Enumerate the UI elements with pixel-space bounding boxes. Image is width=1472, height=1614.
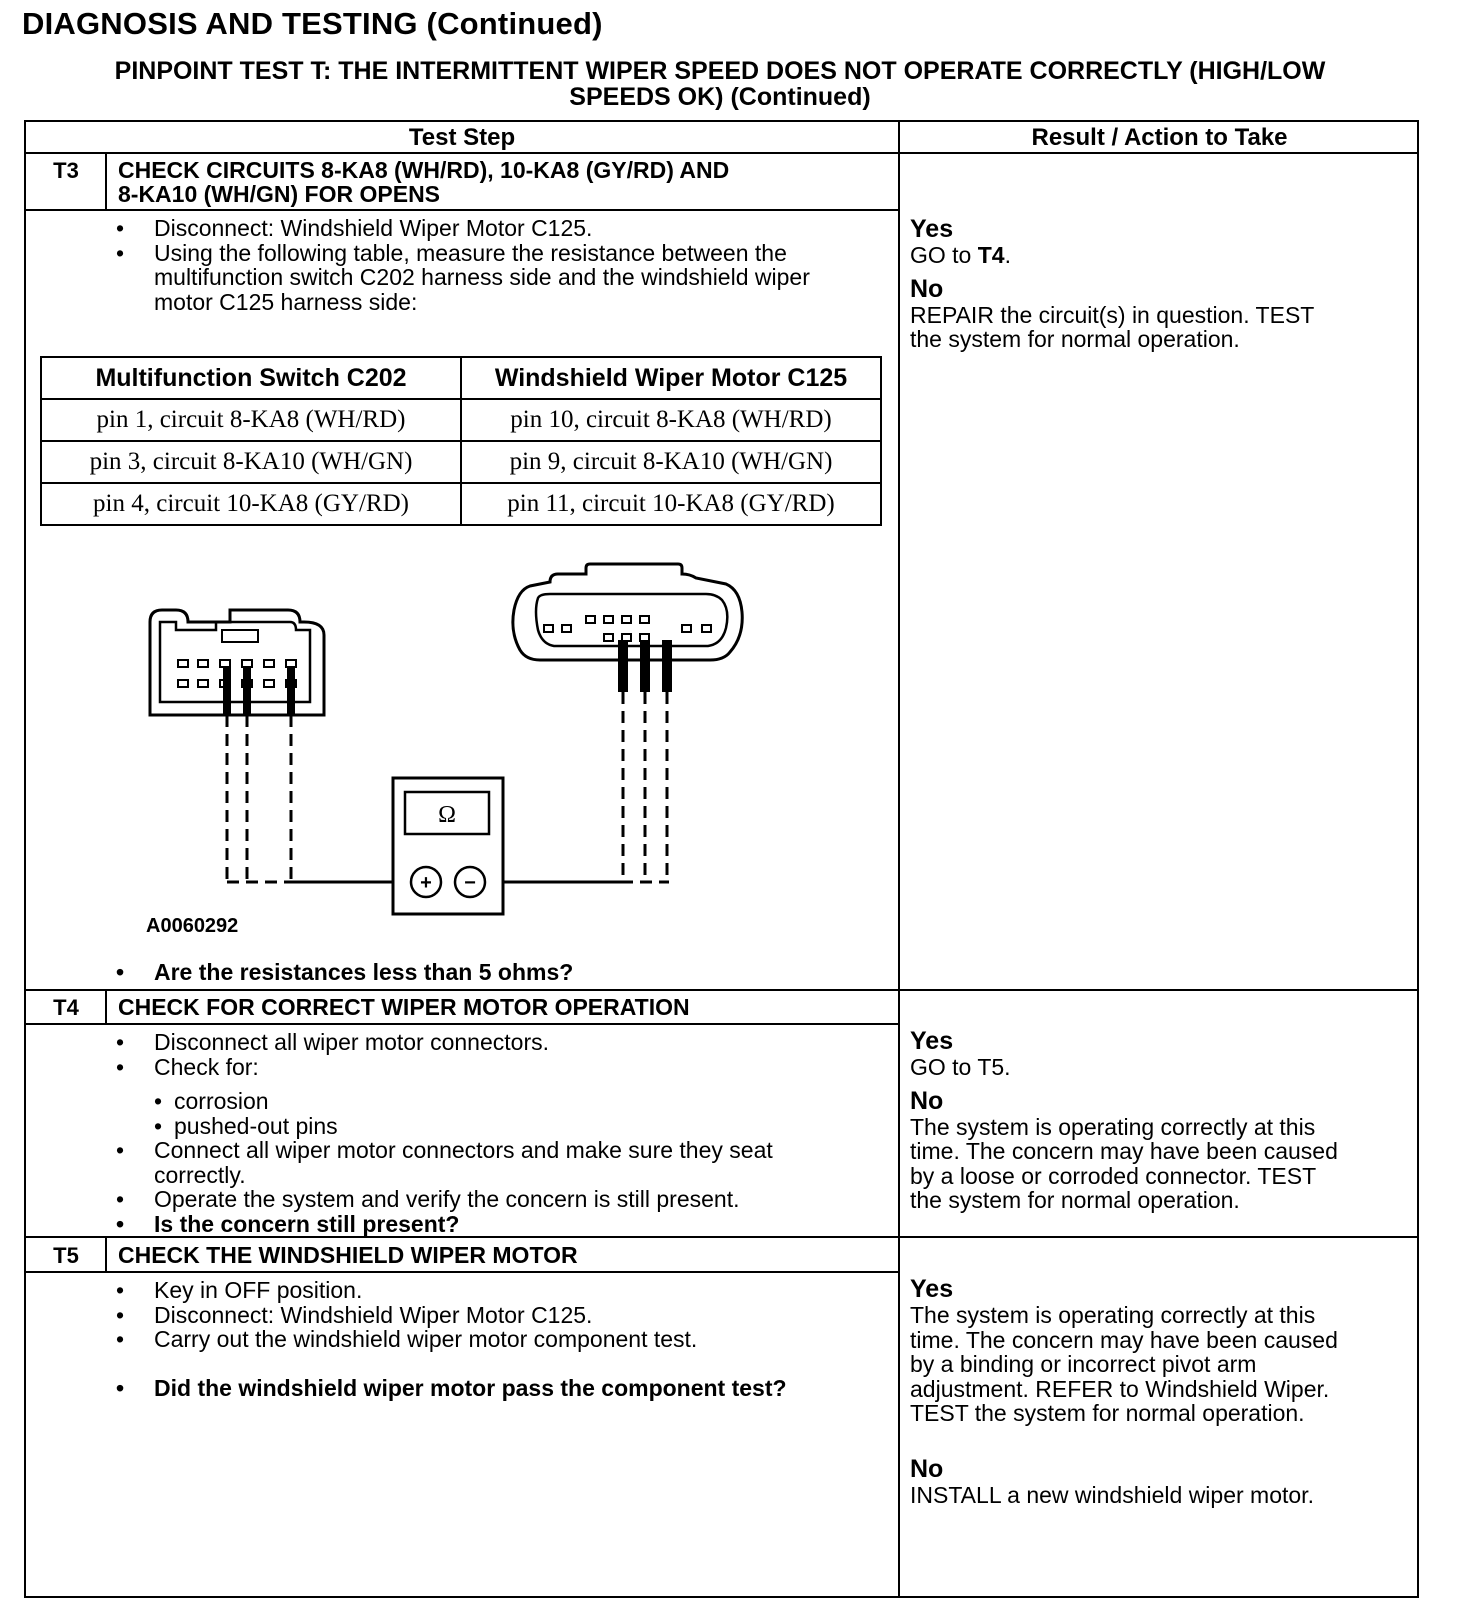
page-title: DIAGNOSIS AND TESTING (Continued) xyxy=(22,6,603,41)
t5-bullet-2: • Disconnect: Windshield Wiper Motor C125. xyxy=(112,1303,787,1328)
header-divider xyxy=(24,152,1419,154)
t3-yes-target: T4 xyxy=(977,242,1005,268)
pin-cell: pin 10, circuit 8-KA8 (WH/RD) xyxy=(461,399,881,441)
t5-heading: CHECK THE WINDSHIELD WIPER MOTOR xyxy=(118,1242,578,1268)
t3-bullet-1: • Disconnect: Windshield Wiper Motor C125. xyxy=(112,216,810,241)
t3-question: • Are the resistances less than 5 ohms? xyxy=(112,960,573,985)
t3-bullet-2-line3: motor C125 harness side: xyxy=(154,288,418,315)
pin-table-col2: Windshield Wiper Motor C125 xyxy=(461,357,881,399)
t4-bullet-2: • Check for: xyxy=(112,1055,773,1080)
pin-cell: pin 3, circuit 8-KA10 (WH/GN) xyxy=(41,441,461,483)
t3-question-block xyxy=(112,960,573,985)
t3-no-line2: the system for normal operation. xyxy=(910,326,1240,352)
header-result: Result / Action to Take xyxy=(1031,124,1288,151)
t5-yes-line2: time. The concern may have been caused xyxy=(910,1326,1338,1353)
pin-table xyxy=(40,356,882,526)
t3-yes-label: Yes xyxy=(910,215,954,243)
t4-question: • Is the concern still present? xyxy=(112,1212,773,1237)
t3-heading-line1: CHECK CIRCUITS 8-KA8 (WH/RD), 10-KA8 (GY/RD) AND xyxy=(118,157,730,183)
t5-no-label: No xyxy=(910,1454,944,1483)
column-divider xyxy=(898,120,900,1598)
t3-yes-pre: GO to xyxy=(910,242,978,268)
ohmmeter xyxy=(393,778,503,914)
t3-yes-action xyxy=(910,243,1400,268)
wiring-diagram xyxy=(130,560,770,920)
t5-bullet-3: • Carry out the windshield wiper motor component test. xyxy=(112,1327,787,1352)
t4-no-label: No xyxy=(910,1086,944,1115)
c202-connector-illustration xyxy=(150,610,324,715)
t5-yes-label: Yes xyxy=(910,1275,954,1303)
test-title-line1: PINPOINT TEST T: THE INTERMITTENT WIPER SPEED DOES NOT OPERATE CORRECTLY (HIGH/LOW xyxy=(114,57,1326,85)
t3-heading xyxy=(118,158,729,206)
pin-cell: pin 11, circuit 10-KA8 (GY/RD) xyxy=(461,483,881,525)
t4-bullet-4: • Operate the system and verify the concern is still present. xyxy=(112,1187,773,1212)
pin-table-col1: Multifunction Switch C202 xyxy=(41,357,461,399)
t4-sub-2: • pushed-out pins xyxy=(112,1114,773,1139)
t3-no-line1: REPAIR the circuit(s) in question. TEST xyxy=(910,301,1315,328)
t3-heading-line2: 8-KA10 (WH/GN) FOR OPENS xyxy=(118,181,441,207)
t3-id-divider xyxy=(105,152,107,210)
pin-cell: pin 4, circuit 10-KA8 (GY/RD) xyxy=(41,483,461,525)
pinpoint-test-title xyxy=(20,58,1420,110)
t5-no-action: INSTALL a new windshield wiper motor. xyxy=(910,1481,1314,1508)
t4-no-line3: by a loose or corroded connector. TEST xyxy=(910,1162,1317,1189)
t4-bullet-1: • Disconnect all wiper motor connectors. xyxy=(112,1030,773,1055)
figure-id: A0060292 xyxy=(146,915,239,937)
t5-yes-line3: by a binding or incorrect pivot arm xyxy=(910,1351,1257,1377)
t4-no-line2: time. The concern may have been caused xyxy=(910,1138,1338,1164)
t4-no-line1: The system is operating correctly at this xyxy=(910,1113,1316,1140)
plus-sign: + xyxy=(420,872,432,894)
t4-result xyxy=(910,1028,1400,1213)
t3-no-label: No xyxy=(910,274,944,303)
t4-id-divider xyxy=(105,989,107,1025)
t4-no-line4: the system for normal operation. xyxy=(910,1187,1240,1213)
t5-bullet-1: • Key in OFF position. xyxy=(112,1278,787,1303)
t5-id-divider xyxy=(105,1236,107,1273)
t3-bullet-2-line1: • Using the following table, measure the resistance between the xyxy=(154,239,787,266)
pin-cell: pin 9, circuit 8-KA10 (WH/GN) xyxy=(461,441,881,483)
t5-yes-line1: The system is operating correctly at this xyxy=(910,1302,1316,1328)
t4-bullet-3-line1: • Connect all wiper motor connectors and make sure they seat xyxy=(154,1137,773,1163)
test-title-line2: SPEEDS OK) (Continued) xyxy=(569,83,871,111)
minus-sign: − xyxy=(464,872,476,894)
table-row xyxy=(41,441,881,483)
t3-step-id: T3 xyxy=(53,158,79,183)
t3-bullet-2 xyxy=(112,241,810,315)
header-test-step: Test Step xyxy=(408,124,516,151)
t5-bullets xyxy=(112,1278,787,1400)
ohm-symbol: Ω xyxy=(438,802,456,828)
t3-heading-divider xyxy=(24,209,900,211)
t5-step-id: T5 xyxy=(53,1243,79,1268)
t3-yes-post: . xyxy=(1004,242,1011,268)
t3-bullets xyxy=(112,216,810,314)
pin-table-header-row xyxy=(41,357,881,399)
table-row xyxy=(41,483,881,525)
t3-result xyxy=(910,216,1400,352)
t4-step-id: T4 xyxy=(53,995,79,1020)
t4-heading-divider xyxy=(24,1023,900,1025)
c202-probes xyxy=(223,668,408,882)
t3-bullet-2-line2: multifunction switch C202 harness side and the windshield wiper xyxy=(154,264,810,290)
t4-bullets xyxy=(112,1030,773,1236)
pin-cell: pin 1, circuit 8-KA8 (WH/RD) xyxy=(41,399,461,441)
t5-result xyxy=(910,1276,1400,1507)
t4-bullet-3-line2: correctly. xyxy=(154,1161,246,1188)
t4-sub-1: • corrosion xyxy=(112,1089,773,1114)
t4-bullet-3 xyxy=(112,1138,773,1187)
t5-question: • Did the windshield wiper motor pass the component test? xyxy=(112,1376,787,1401)
t4-heading: CHECK FOR CORRECT WIPER MOTOR OPERATION xyxy=(118,994,690,1020)
t5-yes-line4: adjustment. REFER to Windshield Wiper. xyxy=(910,1375,1330,1402)
t5-yes-line5: TEST the system for normal operation. xyxy=(910,1400,1305,1426)
t5-heading-divider xyxy=(24,1271,900,1273)
t3-row-divider xyxy=(24,989,1419,991)
table-row xyxy=(41,399,881,441)
t4-yes-action: GO to T5. xyxy=(910,1054,1011,1080)
t4-yes-label: Yes xyxy=(910,1027,954,1055)
